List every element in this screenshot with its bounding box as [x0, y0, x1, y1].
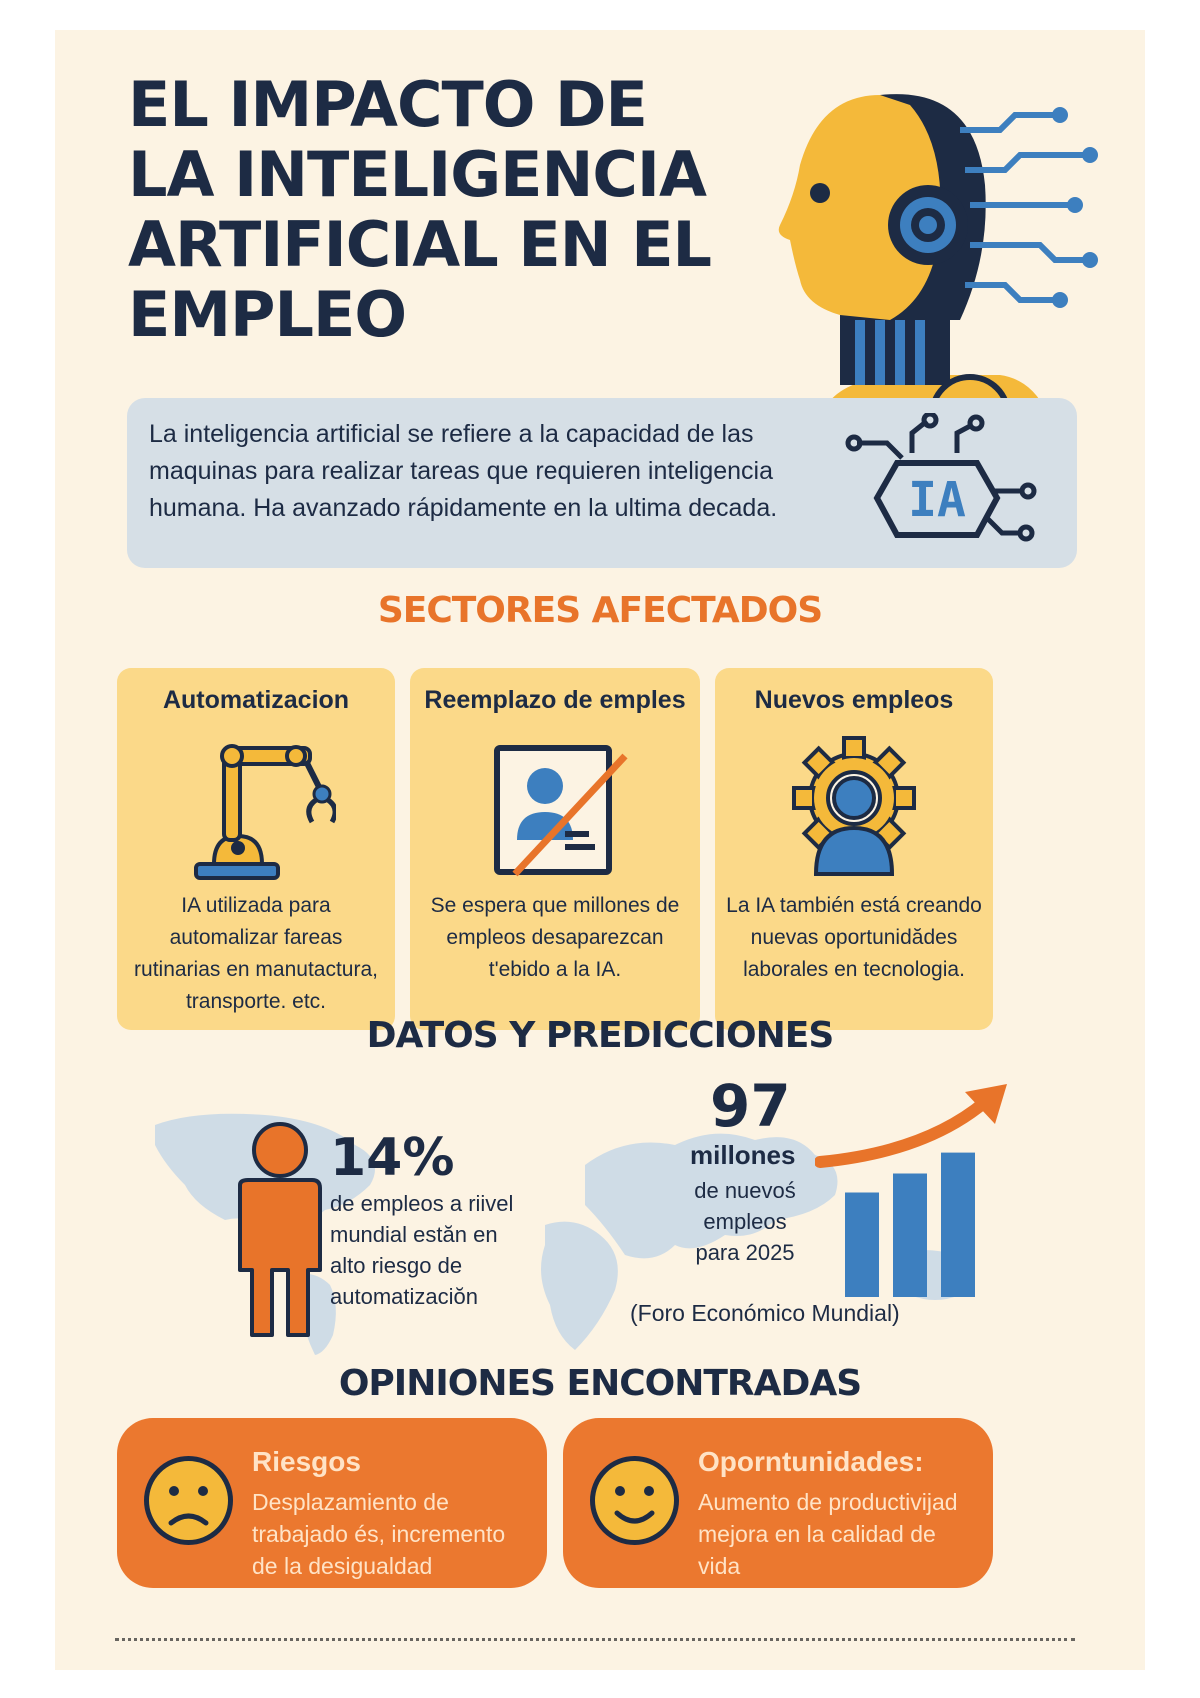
stat-source: (Foro Económico Mundial)	[630, 1300, 900, 1326]
growth-bar-chart	[815, 1082, 1015, 1312]
person-icon	[220, 1120, 340, 1340]
intro-text: La inteligencia artificial se refiere a la capacidad de las maquinas para realizar tareas que requieren inteligencia humana. Ha avanzado rápidamente en la ultima decada.	[149, 420, 778, 522]
intro-box	[127, 398, 1077, 568]
chart-bar	[845, 1193, 879, 1298]
stat-millions-unit: millones	[690, 1140, 796, 1170]
gear-person-icon	[774, 736, 934, 886]
sector-card-replacement	[410, 668, 700, 1030]
sectors-heading: SECTORES AFECTADOS	[377, 590, 823, 631]
chart-bar	[941, 1153, 975, 1297]
sector-card-title: Nuevos empleos	[754, 686, 954, 714]
infographic-poster	[55, 30, 1145, 1670]
crossed-out-worker-icon	[475, 736, 635, 886]
footer-divider	[115, 1638, 1075, 1644]
opinions-heading: OPINIONES ENCONTRADAS	[338, 1363, 862, 1404]
data-heading: DATOS Y PREDICCIONES	[366, 1015, 834, 1056]
sector-card-title: Reemplazo de emples	[424, 686, 686, 714]
smile-face-icon	[587, 1453, 682, 1548]
ia-chip-label: IA	[908, 472, 966, 528]
risks-text: Desplazamiento de trabajado és, incremento de la desigualdad	[252, 1489, 506, 1579]
ai-head-icon	[760, 75, 1145, 435]
opportunities-card	[563, 1418, 993, 1588]
risks-card	[117, 1418, 547, 1588]
stat-millions-text: de nuevoś empleos para 2025	[694, 1178, 796, 1265]
chart-bar	[893, 1174, 927, 1298]
ia-chip-icon	[842, 413, 1042, 553]
sector-card-automation	[117, 668, 395, 1030]
risks-title: Riesgos	[252, 1446, 361, 1477]
stat-millions-value: 97	[710, 1072, 791, 1140]
sector-card-text: Se espera que millones de empleos desaparezcan t'ebido a la IA.	[430, 894, 680, 981]
sector-card-text: La IA también está creando nuevas oportunidădes laborales en tecnologia.	[726, 894, 982, 981]
sad-face-icon	[141, 1453, 236, 1548]
opportunities-title: Oporntunidades:	[698, 1446, 924, 1477]
stat-percent: 14%	[330, 1128, 455, 1188]
robot-arm-icon	[176, 736, 336, 886]
sector-card-title: Automatizacion	[162, 686, 350, 714]
sector-card-text: IA utilizada para automalizar fareas rutinarias en manutactura, transporte. etc.	[134, 894, 378, 1013]
opportunities-text: Aumento de productivijad mejora en la calidad de vida	[698, 1489, 958, 1579]
stat-percent-text: de empleos a riivel mundial estăn en alto riesgo de automatizaciŏn	[330, 1191, 514, 1309]
sector-card-new-jobs	[715, 668, 993, 1030]
main-title: EL IMPACTO DE LA INTELIGENCIA ARTIFICIAL EN EL EMPLEO	[128, 68, 712, 351]
